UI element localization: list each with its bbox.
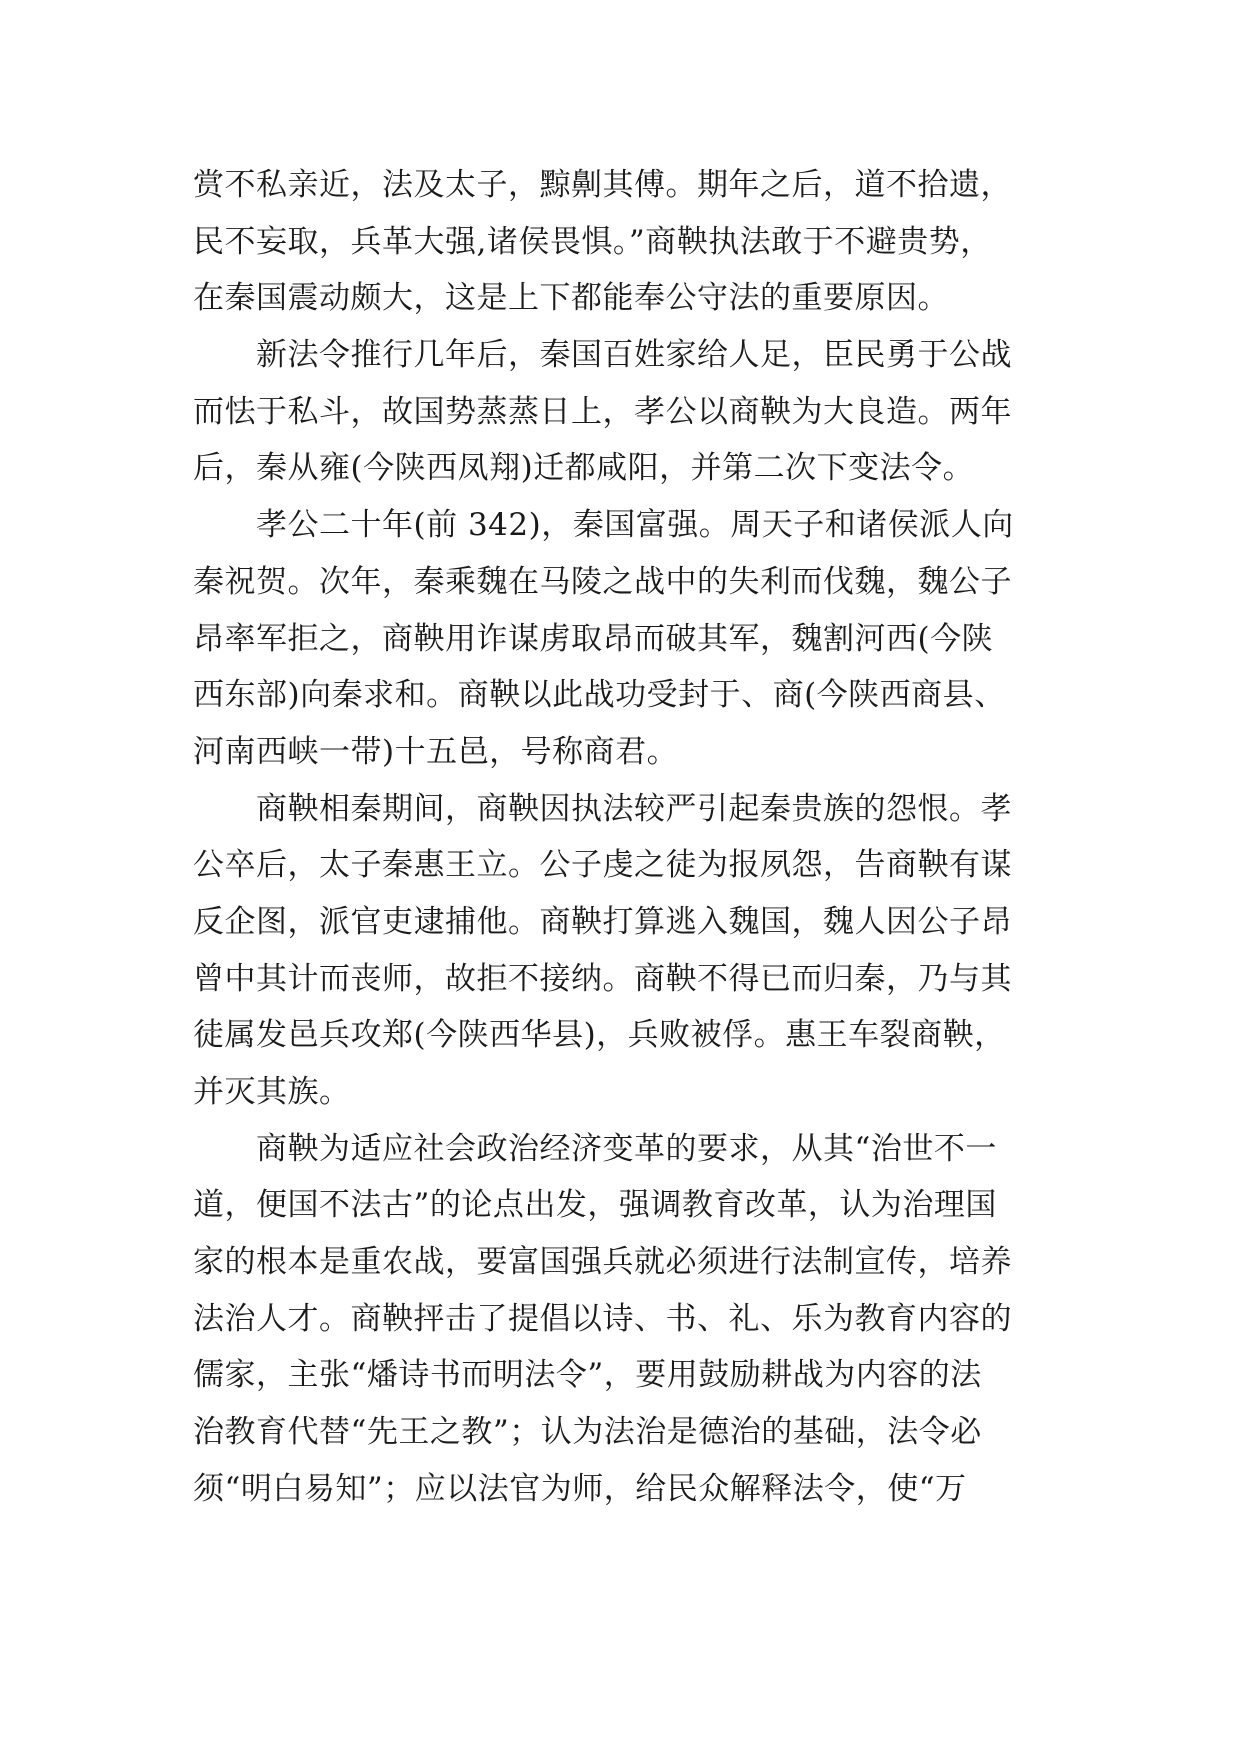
text-line: 而怯于私斗，故国势蒸蒸日上，孝公以商鞅为大良造。两年 <box>193 393 1012 430</box>
text-line: 曾中其计而丧师，故拒不接纳。商鞅不得已而归秦，乃与其 <box>193 960 1012 997</box>
text-line: 须“明白易知”；应以法官为师，给民众解释法令，使“万 <box>193 1470 967 1507</box>
text-line: 民不妄取，兵革大强,诸侯畏惧。”商鞅执法敢于不避贵势， <box>193 223 992 260</box>
text-line: 家的根本是重农战，要富国强兵就必须进行法制宣传，培养 <box>193 1244 1012 1281</box>
text-line: 秦祝贺。次年，秦乘魏在马陵之战中的失利而伐魏，魏公子 <box>193 563 1012 600</box>
text-line: 西东部)向秦求和。商鞅以此战功受封于、商(今陕西商县、 <box>193 677 1006 714</box>
body-text <box>193 157 1063 1518</box>
text-line: 新法令推行几年后，秦国百姓家给人足，臣民勇于公战 <box>193 337 1012 374</box>
text-line: 儒家，主张“燔诗书而明法令”，要用鼓励耕战为内容的法 <box>193 1357 982 1394</box>
text-line: 河南西峡一带)十五邑，号称商君。 <box>193 733 679 770</box>
text-line: 商鞅相秦期间，商鞅因执法较严引起秦贵族的怨恨。孝 <box>193 790 1012 827</box>
text-line: 公卒后，太子秦惠王立。公子虔之徒为报夙怨，告商鞅有谋 <box>193 847 1012 884</box>
text-line: 并灭其族。 <box>193 1074 351 1110</box>
text-line: 昂率军拒之，商鞅用诈谋虏取昂而破其军，魏割河西(今陕 <box>193 620 994 657</box>
text-line: 道，便国不法古”的论点出发，强调教育改革，认为治理国 <box>193 1187 997 1224</box>
text-line: 后，秦从雍(今陕西凤翔)迁都咸阳，并第二次下变法令。 <box>193 450 975 487</box>
text-line: 徒属发邑兵攻郑(今陕西华县)，兵败被俘。惠王车裂商鞅， <box>193 1017 1006 1054</box>
text-line: 反企图，派官吏逮捕他。商鞅打算逃入魏国，魏人因公子昂 <box>193 903 1012 940</box>
text-line: 商鞅为适应社会政治经济变革的要求，从其“治世不一 <box>193 1130 997 1167</box>
text-line: 治教育代替“先王之教”；认为法治是德治的基础，法令必 <box>193 1414 982 1451</box>
text-line: 孝公二十年(前 342)，秦国富强。周天子和诸侯派人向 <box>193 507 1014 544</box>
text-line: 法治人才。商鞅抨击了提倡以诗、书、礼、乐为教育内容的 <box>193 1300 1012 1337</box>
text-line: 在秦国震动颇大，这是上下都能奉公守法的重要原因。 <box>193 280 949 317</box>
text-line: 赏不私亲近，法及太子，黥劓其傅。期年之后，道不拾遗， <box>193 167 1012 203</box>
